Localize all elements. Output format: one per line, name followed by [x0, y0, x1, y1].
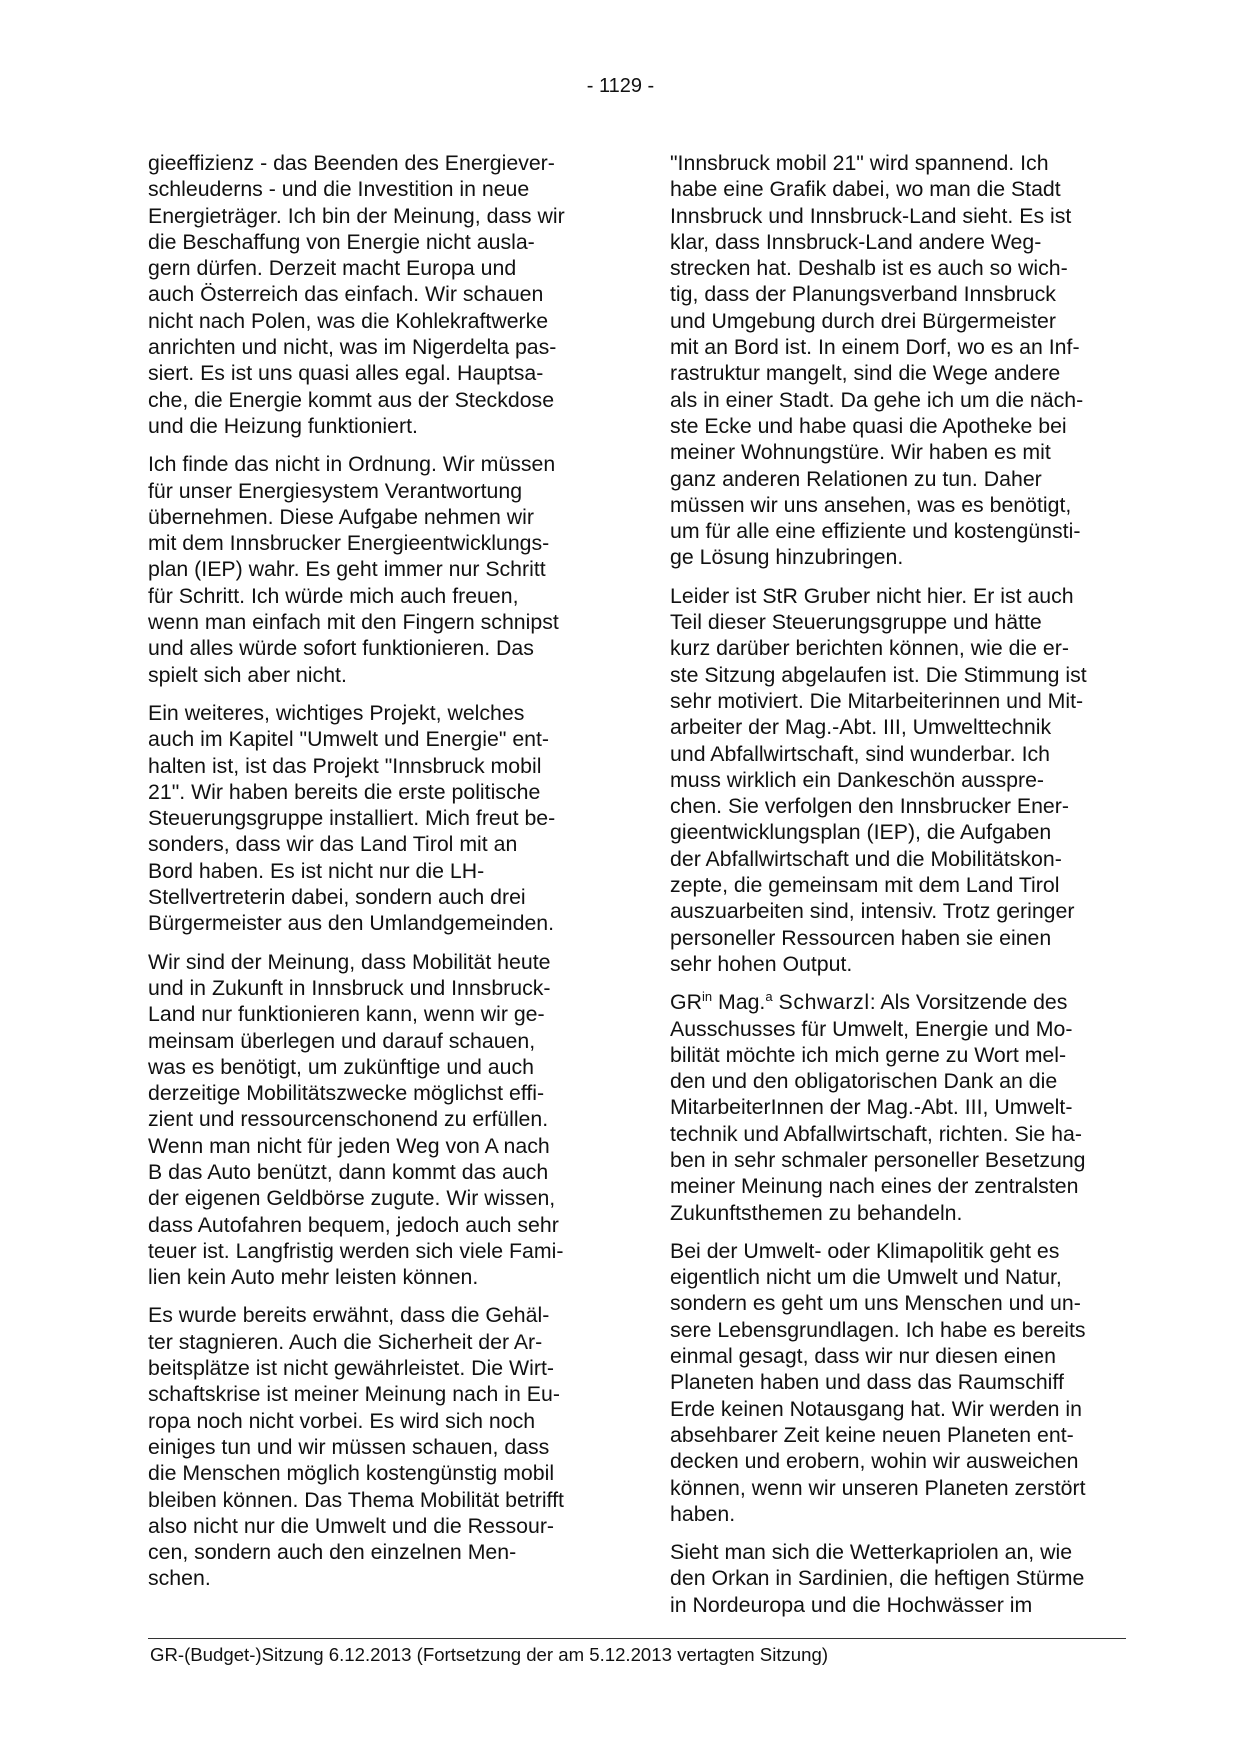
text-line: können, wenn wir unseren Planeten zerstört [670, 1475, 1086, 1500]
text-line: derzeitige Mobilitätszwecke möglichst effi- [148, 1081, 545, 1106]
text-line: schen. [148, 1566, 211, 1591]
text-line: bilität möchte ich mich gerne zu Wort mel- [670, 1042, 1067, 1067]
text-line: ropa noch nicht vorbei. Es wird sich noch [148, 1408, 536, 1433]
text-line: gieeffizienz - das Beenden des Energiever- [148, 151, 555, 175]
text-line: sondern es geht um uns Menschen und un- [670, 1291, 1081, 1316]
text-line: als in einer Stadt. Da gehe ich um die näch- [670, 387, 1084, 412]
text-line: siert. Es ist uns quasi alles egal. Hauptsa- [148, 361, 544, 386]
text-line: also nicht nur die Umwelt und die Ressour- [148, 1513, 555, 1538]
text-line: gieentwicklungsplan (IEP), die Aufgaben [670, 820, 1052, 845]
text-line: Wir sind der Meinung, dass Mobilität heute [148, 949, 551, 974]
text-line: gern dürfen. Derzeit macht Europa und [148, 256, 517, 281]
text-line: cen, sondern auch den einzelnen Men- [148, 1540, 517, 1565]
paragraph [670, 989, 1122, 1226]
text-line: dass Autofahren bequem, jedoch auch sehr [148, 1212, 559, 1237]
speaker-line-rest: : Als Vorsitzende des [869, 990, 1068, 1015]
text-line: absehbarer Zeit keine neuen Planeten ent- [670, 1422, 1074, 1447]
text-line: der eigenen Geldbörse zugute. Wir wissen, [148, 1186, 556, 1211]
text-line: der Abfallwirtschaft und die Mobilitätskon- [670, 846, 1062, 871]
text-line: meinsam überlegen und darauf schauen, [148, 1028, 536, 1053]
text-line: strecken hat. Deshalb ist es auch so wich- [670, 256, 1068, 281]
text-line: ste Ecke und habe quasi die Apotheke bei [670, 413, 1067, 438]
paragraph [148, 949, 600, 1291]
text-line: personeller Ressourcen haben sie einen [670, 925, 1052, 950]
text-line: sere Lebensgrundlagen. Ich habe es bereits [670, 1317, 1086, 1342]
text-line: lien kein Auto mehr leisten können. [148, 1265, 479, 1290]
text-line: sonders, dass wir das Land Tirol mit an [148, 832, 518, 857]
text-line: Ich finde das nicht in Ordnung. Wir müssen [148, 452, 556, 477]
text-line: ganz anderen Relationen zu tun. Daher [670, 466, 1042, 491]
text-line: muss wirklich ein Dankeschön ausspre- [670, 767, 1045, 792]
text-line: Planeten haben und dass das Raumschiff [670, 1370, 1064, 1395]
text-line: und die Heizung funktioniert. [148, 413, 418, 438]
text-line: für unser Energiesystem Verantwortung [148, 478, 523, 503]
text-line: nicht nach Polen, was die Kohlekraftwerke [148, 308, 549, 333]
text-line: übernehmen. Diese Aufgabe nehmen wir [148, 504, 534, 529]
text-line: einmal gesagt, dass wir nur diesen einen [670, 1344, 1056, 1369]
text-line: ter stagnieren. Auch die Sicherheit der Ar- [148, 1329, 543, 1354]
text-line: Sieht man sich die Wetterkapriolen an, wie [670, 1540, 1073, 1565]
text-line: um für alle eine effiziente und kostengünsti- [670, 519, 1081, 544]
text-line: mit an Bord ist. In einem Dorf, wo es an Inf- [670, 335, 1080, 360]
text-line: die Beschaffung von Energie nicht ausla- [148, 229, 535, 254]
text-line: wenn man einfach mit den Fingern schnipst [148, 610, 559, 635]
paragraph [148, 1302, 600, 1591]
speaker-title-suffix: in [701, 989, 713, 1005]
text-line: "Innsbruck mobil 21" wird spannend. Ich [670, 151, 1049, 175]
text-line: die Menschen möglich kostengünstig mobil [148, 1461, 555, 1486]
text-line: für Schritt. Ich würde mich auch freuen, [148, 583, 519, 608]
text-line: meiner Meinung nach eines der zentralsten [670, 1174, 1079, 1199]
text-line: ge Lösung hinzubringen. [670, 545, 904, 570]
text-line: ben in sehr schmaler personeller Besetzung [670, 1147, 1086, 1172]
text-line: den Orkan in Sardinien, die heftigen Stürme [670, 1566, 1085, 1591]
text-line: Steuerungsgruppe installiert. Mich freut be- [148, 806, 556, 831]
text-line: rastruktur mangelt, sind die Wege andere [670, 361, 1061, 386]
text-line: Bürgermeister aus den Umlandgemeinden. [148, 911, 555, 936]
paragraph [670, 583, 1122, 977]
paragraph [148, 451, 600, 688]
text-line: Energieträger. Ich bin der Meinung, dass wir [148, 203, 565, 228]
text-line: schaftskrise ist meiner Meinung nach in Eu- [148, 1382, 560, 1407]
text-line: sehr motiviert. Die Mitarbeiterinnen und Mit- [670, 688, 1084, 713]
text-line: plan (IEP) wahr. Es geht immer nur Schritt [148, 557, 546, 582]
paragraph [670, 1238, 1122, 1527]
text-line: MitarbeiterInnen der Mag.-Abt. III, Umwelt- [670, 1095, 1073, 1120]
text-line: und Umgebung durch drei Bürgermeister [670, 308, 1056, 333]
text-line: halten ist, ist das Projekt "Innsbruck mobil [148, 753, 542, 778]
text-line: in Nordeuropa und die Hochwässer im [670, 1592, 1033, 1617]
text-line: Bord haben. Es ist nicht nur die LH- [148, 858, 485, 883]
text-line: klar, dass Innsbruck-Land andere Weg- [670, 229, 1042, 254]
text-line: haben. [670, 1501, 736, 1526]
text-line: spielt sich aber nicht. [148, 662, 347, 687]
text-line: schleuderns - und die Investition in neue [148, 177, 530, 202]
text-line: Land nur funktionieren kann, wenn wir ge- [148, 1002, 545, 1027]
speaker-line [670, 989, 1122, 1015]
text-line: ste Sitzung abgelaufen ist. Die Stimmung ist [670, 662, 1087, 687]
page-number: - 1129 - [586, 75, 655, 97]
speaker-degree-suffix: a [765, 989, 773, 1005]
text-line: zient und ressourcenschonend zu erfüllen. [148, 1107, 549, 1132]
text-line: Ein weiteres, wichtiges Projekt, welches [148, 700, 525, 725]
text-line: beitsplätze ist nicht gewährleistet. Die Wirt- [148, 1356, 554, 1381]
text-line: einiges tun und wir müssen schauen, dass [148, 1434, 550, 1459]
speaker-title: GR [670, 990, 702, 1015]
text-line: und in Zukunft in Innsbruck und Innsbruck- [148, 975, 551, 1000]
text-line: bleiben können. Das Thema Mobilität betrifft [148, 1487, 564, 1512]
text-line: che, die Energie kommt aus der Steckdose [148, 387, 555, 412]
text-line: Es wurde bereits erwähnt, dass die Gehäl- [148, 1303, 550, 1328]
text-line: chen. Sie verfolgen den Innsbrucker Ener- [670, 794, 1069, 819]
right-column [670, 150, 1122, 1630]
text-line: Stellvertreterin dabei, sondern auch drei [148, 885, 526, 910]
text-line: eigentlich nicht um die Umwelt und Natur, [670, 1265, 1062, 1290]
text-line: auch im Kapitel "Umwelt und Energie" ent- [148, 727, 550, 752]
paragraph [670, 150, 1122, 571]
text-line: kurz darüber berichten können, wie die er- [670, 636, 1069, 661]
text-line: zepte, die gemeinsam mit dem Land Tirol [670, 873, 1060, 898]
paragraph [670, 1539, 1122, 1618]
text-line: B das Auto benützt, dann kommt das auch [148, 1159, 549, 1184]
text-line: Ausschusses für Umwelt, Energie und Mo- [670, 1016, 1073, 1041]
text-line: Erde keinen Notausgang hat. Wir werden in [670, 1396, 1082, 1421]
left-column [148, 150, 600, 1604]
text-line: müssen wir uns ansehen, was es benötigt, [670, 492, 1072, 517]
text-line: Zukunftsthemen zu behandeln. [670, 1200, 963, 1225]
text-line: Leider ist StR Gruber nicht hier. Er ist auch [670, 583, 1074, 608]
text-line: sehr hohen Output. [670, 951, 853, 976]
text-line: habe eine Grafik dabei, wo man die Stadt [670, 177, 1061, 202]
paragraph [148, 700, 600, 937]
text-line: decken und erobern, wohin wir ausweichen [670, 1449, 1079, 1474]
text-line: anrichten und nicht, was im Nigerdelta pas- [148, 335, 557, 360]
paragraph [148, 150, 600, 439]
text-line: Teil dieser Steuerungsgruppe und hätte [670, 610, 1042, 635]
text-line: auch Österreich das einfach. Wir schauen [148, 282, 544, 307]
speaker-degree: Mag. [718, 990, 766, 1015]
text-line: Innsbruck und Innsbruck-Land sieht. Es ist [670, 203, 1072, 228]
text-line: mit dem Innsbrucker Energieentwicklungs- [148, 531, 550, 556]
footer-text: GR-(Budget-)Sitzung 6.12.2013 (Fortsetzung der am 5.12.2013 vertagten Sitzung) [150, 1644, 829, 1665]
text-line: technik und Abfallwirtschaft, richten. Sie ha- [670, 1121, 1082, 1146]
speaker-name: Schwarzl [778, 990, 870, 1015]
footer-divider [148, 1638, 1126, 1639]
text-line: Bei der Umwelt- oder Klimapolitik geht es [670, 1238, 1060, 1263]
text-line: tig, dass der Planungsverband Innsbruck [670, 282, 1056, 307]
text-line: auszuarbeiten sind, intensiv. Trotz geringer [670, 899, 1075, 924]
text-line: den und den obligatorischen Dank an die [670, 1069, 1058, 1094]
text-line: 21". Wir haben bereits die erste politische [148, 779, 541, 804]
text-line: meiner Wohnungstüre. Wir haben es mit [670, 440, 1051, 465]
text-line: und Abfallwirtschaft, sind wunderbar. Ich [670, 741, 1051, 766]
text-line: Wenn man nicht für jeden Weg von A nach [148, 1133, 550, 1158]
text-line: teuer ist. Langfristig werden sich viele Fami- [148, 1238, 564, 1263]
text-line: was es benötigt, um zukünftige und auch [148, 1054, 534, 1079]
text-line: arbeiter der Mag.-Abt. III, Umwelttechnik [670, 715, 1052, 740]
text-line: und alles würde sofort funktionieren. Das [148, 636, 534, 661]
